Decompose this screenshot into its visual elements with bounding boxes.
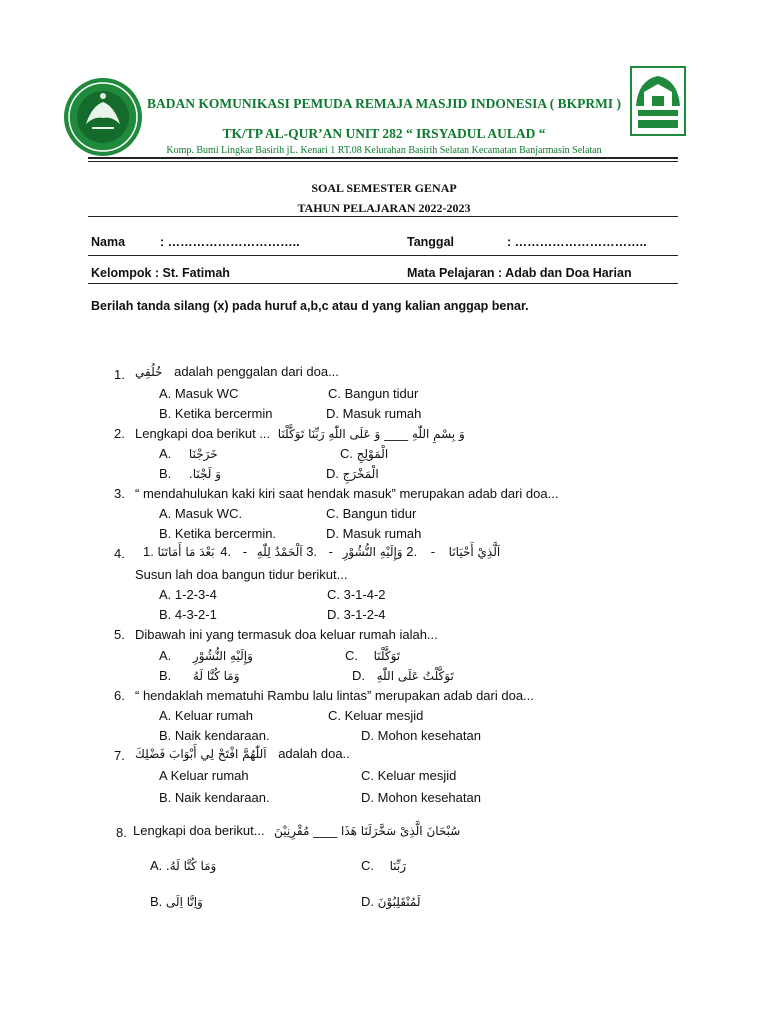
header-divider-thin bbox=[88, 161, 678, 162]
q5-text: Dibawah ini yang termasuk doa keluar rumah ialah... bbox=[135, 627, 438, 642]
q4-option-b[interactable]: B. 4-3-2-1 bbox=[159, 607, 217, 622]
q1-option-d[interactable]: D. Masuk rumah bbox=[326, 406, 422, 421]
exam-year: TAHUN PELAJARAN 2022-2023 bbox=[297, 201, 471, 215]
q2-option-d-arabic: الْمَخْرَجِ bbox=[342, 467, 379, 481]
q3-text: “ mendahulukan kaki kiri saat hendak masuk” merupakan adab dari doa... bbox=[135, 486, 559, 501]
q4-phrase-4: بَعْدَ مَا أَمَاتَنَا bbox=[157, 545, 215, 559]
q5-option-b[interactable] bbox=[159, 668, 240, 683]
q5-option-a[interactable] bbox=[159, 648, 253, 663]
q7-text: adalah doa.. bbox=[278, 746, 350, 761]
school-address: Komp. Bumi Lingkar Basirih jL. Kenari 1 RT.08 Kelurahan Basirih Selatan Kecamatan Banjarmasin Selatan bbox=[166, 145, 602, 156]
identity-divider-2 bbox=[88, 283, 678, 284]
tanggal-field[interactable]: : ………………………….. bbox=[507, 235, 647, 249]
q7-option-c[interactable]: C. Keluar mesjid bbox=[361, 768, 457, 783]
q7-number: 7. bbox=[114, 748, 125, 763]
q4-dash-2: - bbox=[328, 544, 334, 559]
q8-option-d[interactable] bbox=[361, 894, 421, 909]
q8-option-d-label: D. bbox=[361, 894, 374, 909]
q8-option-b-label: B. bbox=[150, 894, 163, 909]
q8-text: Lengkapi doa berikut... bbox=[133, 823, 265, 838]
tanggal-label: Tanggal bbox=[407, 235, 454, 249]
header-divider-thick bbox=[88, 157, 678, 159]
q4-label-1: 1. bbox=[143, 544, 154, 559]
q4-phrase-1: اَلَّذِيْ أَحْيَانَا bbox=[448, 545, 501, 559]
q5-option-d[interactable] bbox=[352, 668, 454, 683]
q6-text: “ hendaklah mematuhi Rambu lalu lintas” merupakan adab dari doa... bbox=[135, 688, 534, 703]
q8-option-a-label: A. bbox=[150, 858, 163, 873]
q1-number: 1. bbox=[114, 367, 125, 382]
q4-option-c[interactable]: C. 3-1-4-2 bbox=[327, 587, 386, 602]
q7-option-b[interactable]: B. Naik kendaraan. bbox=[159, 790, 270, 805]
q8-option-c-arabic: رَبِّنَا bbox=[389, 859, 407, 873]
nama-label: Nama bbox=[91, 235, 126, 249]
q4-label-4: 4. bbox=[220, 544, 232, 559]
q2-number: 2. bbox=[114, 426, 125, 441]
q5-option-b-arabic: وَمَا كُنَّا لَهُ bbox=[192, 669, 240, 683]
q3-option-c[interactable]: C. Bangun tidur bbox=[326, 506, 417, 521]
q8-option-b[interactable] bbox=[150, 894, 203, 909]
q5-option-a-arabic: وَإِلَيْهِ النُّشُوْرِ bbox=[192, 649, 253, 663]
question-2 bbox=[135, 426, 465, 441]
q4-label-2: 2. bbox=[406, 544, 418, 559]
q4-dash-3: - bbox=[242, 544, 248, 559]
question-1 bbox=[135, 364, 339, 379]
q7-arabic: اَللّٰهُمَّ افْتَحْ لِي أَبْوَابَ فَضْلِكَ bbox=[135, 747, 267, 761]
q8-option-c-label: C. bbox=[361, 858, 374, 873]
q2-option-c[interactable] bbox=[340, 446, 388, 461]
q1-option-c[interactable]: C. Bangun tidur bbox=[328, 386, 419, 401]
q4-phrase-2: وَإِلَيْهِ النُّشُوْرِ bbox=[342, 545, 403, 559]
q8-arabic: سُبْحَانَ الَّذِىْ سَخَّرَلَنَا هَذَا ____ مُقْرِنِيْنَ bbox=[274, 824, 461, 838]
title-divider bbox=[88, 216, 678, 217]
q6-number: 6. bbox=[114, 688, 125, 703]
q5-option-c-arabic: تَوَكَّلْنَا bbox=[373, 649, 401, 663]
question-8 bbox=[133, 823, 460, 838]
q5-number: 5. bbox=[114, 627, 125, 642]
q2-option-a[interactable] bbox=[159, 446, 218, 461]
q5-option-b-label: B. bbox=[159, 668, 172, 683]
q4-option-a[interactable]: A. 1-2-3-4 bbox=[159, 587, 217, 602]
identity-divider-1 bbox=[88, 255, 678, 256]
q2-option-d[interactable] bbox=[326, 466, 379, 481]
q2-option-b-arabic: وَ لَجْنَا. bbox=[188, 467, 222, 481]
q8-number: 8. bbox=[116, 825, 127, 840]
q6-option-a[interactable]: A. Keluar rumah bbox=[159, 708, 253, 723]
q1-arabic: خُلُقِي bbox=[135, 365, 163, 379]
q2-option-b[interactable] bbox=[159, 466, 221, 481]
q3-number: 3. bbox=[114, 486, 125, 501]
q7-option-a[interactable]: A Keluar rumah bbox=[159, 768, 249, 783]
q2-option-a-arabic: خَرَجْنَا bbox=[188, 447, 218, 461]
q3-option-a[interactable]: A. Masuk WC. bbox=[159, 506, 243, 521]
q4-option-d[interactable]: D. 3-1-2-4 bbox=[327, 607, 386, 622]
q4-text: Susun lah doa bangun tidur berikut... bbox=[135, 567, 348, 582]
q1-text: adalah penggalan dari doa... bbox=[174, 364, 339, 379]
q2-option-c-arabic: الْمَوْلِجِ bbox=[356, 447, 389, 461]
q5-option-c[interactable] bbox=[345, 648, 400, 663]
q3-option-d[interactable]: D. Masuk rumah bbox=[326, 526, 422, 541]
q8-option-c[interactable] bbox=[361, 858, 406, 873]
q5-option-d-arabic: تَوَكَّلْتُ عَلَى اللّٰهِ bbox=[376, 669, 454, 683]
q4-dash-1: - bbox=[430, 544, 436, 559]
q2-arabic: وَ بِسْمِ اللّٰهِ ____ وَ عَلَى اللّٰهِ رَبِّنَا تَوَكَّلْنَا bbox=[277, 427, 465, 441]
q8-option-a[interactable] bbox=[150, 858, 216, 873]
q2-option-a-label: A. bbox=[159, 446, 172, 461]
q2-option-c-label: C. bbox=[340, 446, 353, 461]
q4-label-3: 3. bbox=[306, 544, 318, 559]
q2-option-d-label: D. bbox=[326, 466, 339, 481]
q8-option-a-arabic: وَمَا كُنَّا لَهُ. bbox=[165, 859, 217, 873]
question-4-phrases bbox=[143, 544, 500, 559]
instruction: Berilah tanda silang (x) pada huruf a,b,c atau d yang kalian anggap benar. bbox=[91, 299, 529, 313]
q1-option-a[interactable]: A. Masuk WC bbox=[159, 386, 239, 401]
org-name: BADAN KOMUNIKASI PEMUDA REMAJA MASJID INDONESIA ( BKPRMI ) bbox=[146, 96, 622, 111]
question-7 bbox=[135, 746, 350, 761]
q2-option-b-label: B. bbox=[159, 466, 172, 481]
q8-option-b-arabic: وَاِنَّا اِلَى bbox=[165, 895, 203, 909]
q6-option-d[interactable]: D. Mohon kesehatan bbox=[361, 728, 481, 743]
kelompok-label: Kelompok : St. Fatimah bbox=[91, 266, 230, 280]
q2-text: Lengkapi doa berikut ... bbox=[135, 426, 271, 441]
mapel-label: Mata Pelajaran : Adab dan Doa Harian bbox=[407, 266, 632, 280]
q5-option-a-label: A. bbox=[159, 648, 172, 663]
q5-option-d-label: D. bbox=[352, 668, 365, 683]
q1-option-b[interactable]: B. Ketika bercermin bbox=[159, 406, 273, 421]
q3-option-b[interactable]: B. Ketika bercermin. bbox=[159, 526, 277, 541]
q4-number: 4. bbox=[114, 546, 125, 561]
q7-option-d[interactable]: D. Mohon kesehatan bbox=[361, 790, 481, 805]
q8-option-d-arabic: لَمُنْقَلِبُوْنَ bbox=[377, 895, 421, 909]
q6-option-b[interactable]: B. Naik kendaraan. bbox=[159, 728, 270, 743]
q4-phrase-3: اَلْحَمْدُ لِلّٰهِ bbox=[256, 545, 303, 559]
nama-field[interactable]: : ………………………….. bbox=[160, 235, 300, 249]
exam-title: SOAL SEMESTER GENAP bbox=[311, 181, 457, 195]
q5-option-c-label: C. bbox=[345, 648, 358, 663]
q6-option-c[interactable]: C. Keluar mesjid bbox=[328, 708, 424, 723]
school-name: TK/TP AL-QUR’AN UNIT 282 “ IRSYADUL AULAD “ bbox=[222, 126, 546, 141]
